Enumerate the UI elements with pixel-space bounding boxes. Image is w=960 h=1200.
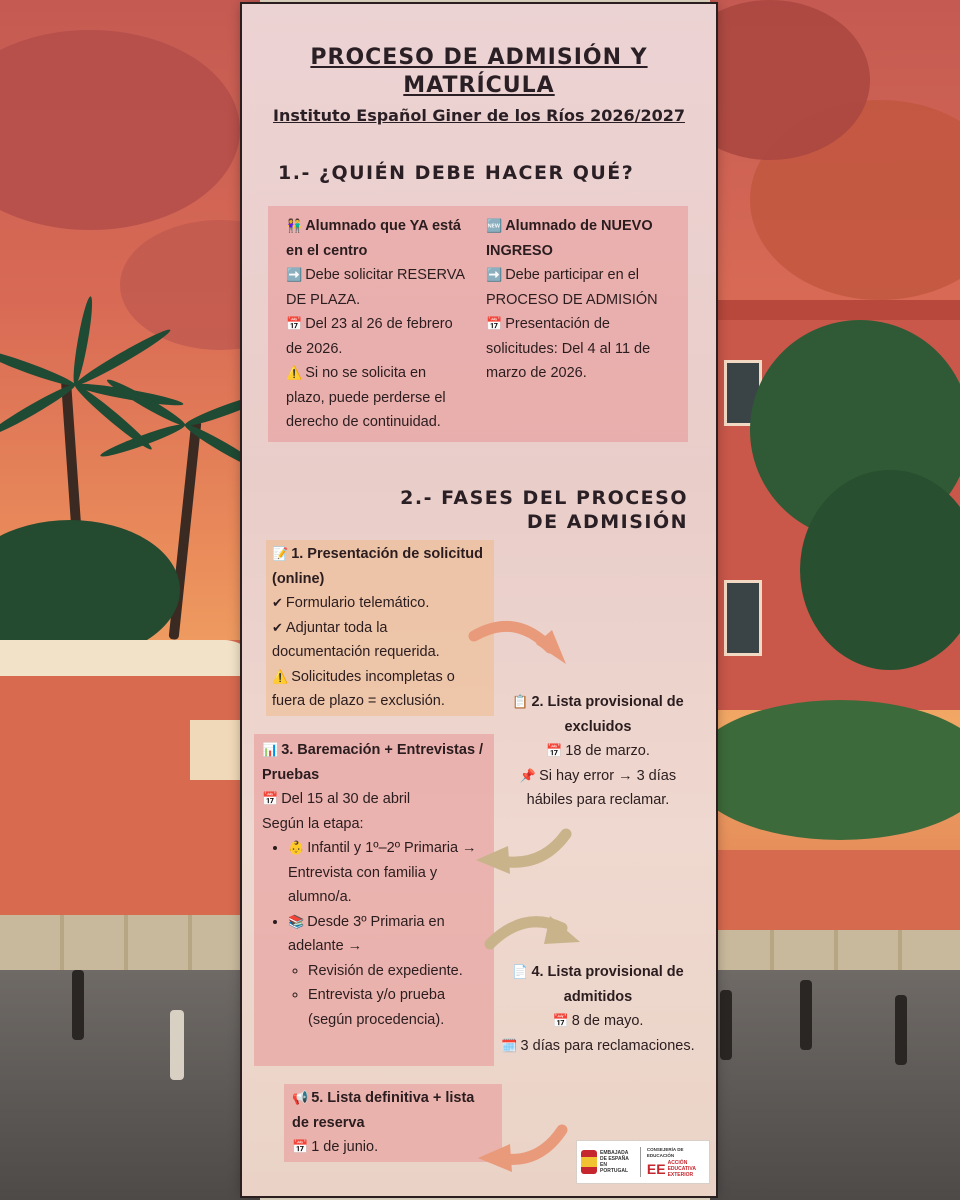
calendar-icon: 📅 bbox=[286, 316, 303, 331]
embassy-name: EMBAJADA DE ESPAÑA EN PORTUGAL bbox=[600, 1150, 629, 1174]
phase3-title: 3. Baremación + Entrevistas / Pruebas bbox=[262, 742, 484, 783]
new-students-title: Alumnado de NUEVO INGRESO bbox=[486, 218, 653, 259]
phase1-title: 1. Presentación de solicitud (online) bbox=[272, 546, 483, 587]
list-item: ◦ Revisión de expediente. bbox=[308, 959, 486, 984]
current-students-action: Debe solicitar RESERVA DE PLAZA. bbox=[286, 267, 465, 308]
section2-heading bbox=[400, 486, 688, 534]
institution-logos bbox=[576, 1140, 710, 1184]
clipboard-icon: 📋 bbox=[512, 694, 529, 709]
phase5-card bbox=[284, 1084, 502, 1162]
accion-name: ACCIÓN EDUCATIVA EXTERIOR bbox=[667, 1159, 696, 1178]
embassy-logo bbox=[581, 1150, 634, 1174]
calendar-icon: 📅 bbox=[486, 316, 503, 331]
calendar-icon: 🗓️ bbox=[501, 1037, 518, 1053]
header bbox=[242, 44, 716, 125]
chart-icon: 📊 bbox=[262, 742, 279, 757]
accion-educativa-icon: EE bbox=[646, 1160, 666, 1177]
background-left bbox=[0, 0, 260, 1200]
check-icon: ✔ bbox=[272, 595, 283, 610]
list-item bbox=[288, 910, 486, 1033]
arrow-right-icon: ➡️ bbox=[486, 267, 503, 282]
calendar-icon: 📅 bbox=[552, 1013, 569, 1028]
consejeria-name: CONSEJERÍA DE EDUCACIÓN bbox=[646, 1146, 684, 1158]
current-students-card bbox=[286, 214, 468, 435]
new-students-card bbox=[486, 214, 670, 386]
phase3-intro: Según la etapa: bbox=[262, 815, 364, 832]
page-subtitle: Instituto Español Giner de los Ríos 2026/2027 bbox=[273, 106, 685, 125]
section1-heading: 1.- ¿QUIÉN DEBE HACER QUÉ? bbox=[278, 162, 635, 184]
phase2-card bbox=[498, 690, 698, 813]
curved-arrow-icon bbox=[470, 822, 580, 880]
phase2-date: 18 de marzo. bbox=[565, 743, 650, 759]
arrow-right-icon: ➡️ bbox=[286, 267, 303, 282]
calendar-icon: 📅 bbox=[546, 743, 563, 758]
list-item: ◦ Entrevista y/o prueba (según procedencia). bbox=[308, 983, 486, 1032]
warning-icon: ⚠️ bbox=[272, 668, 289, 684]
phase3-sublist bbox=[288, 959, 486, 1033]
phase3-item2: Desde 3º Primaria en adelante → bbox=[288, 913, 445, 954]
students-icon: 👫 bbox=[286, 218, 303, 233]
phase4-title: 4. Lista provisional de admitidos bbox=[531, 964, 684, 1005]
phase2-note: Si hay error → 3 días hábiles para reclamar. bbox=[526, 767, 677, 808]
check-icon: ✔ bbox=[272, 619, 283, 635]
calendar-icon: 📅 bbox=[262, 791, 279, 806]
books-icon: 📚 bbox=[288, 913, 305, 929]
logo-divider bbox=[640, 1147, 641, 1177]
phase5-date: 1 de junio. bbox=[311, 1139, 379, 1155]
baby-icon: 👶 bbox=[288, 840, 305, 855]
phase3-card bbox=[254, 734, 494, 1066]
phase3-date: Del 15 al 30 de abril bbox=[281, 791, 411, 807]
new-students-date: Presentación de solicitudes: Del 4 al 11 de marzo de 2026. bbox=[486, 316, 651, 381]
phase4-date: 8 de mayo. bbox=[571, 1013, 644, 1029]
background-right bbox=[710, 0, 960, 1200]
current-students-title: Alumnado que YA está en el centro bbox=[286, 218, 461, 259]
list-item bbox=[288, 836, 486, 910]
infographic-panel bbox=[242, 4, 716, 1196]
phase3-item1: Infantil y 1º–2º Primaria → Entrevista con familia y alumno/a. bbox=[288, 840, 477, 905]
memo-icon: 📝 bbox=[272, 546, 289, 561]
megaphone-icon: 📢 bbox=[292, 1090, 309, 1105]
page-title: PROCESO DE ADMISIÓN Y MATRÍCULA bbox=[310, 45, 648, 98]
phase1-warning: Solicitudes incompletas o fuera de plazo = exclusión. bbox=[272, 668, 455, 709]
new-students-action: Debe participar en el PROCESO DE ADMISIÓN bbox=[486, 267, 658, 308]
current-students-warning: Si no se solicita en plazo, puede perderse el derecho de continuidad. bbox=[286, 365, 446, 430]
phase4-note: 3 días para reclamaciones. bbox=[520, 1037, 695, 1054]
new-icon: 🆕 bbox=[486, 218, 503, 233]
phase1-item1: Formulario telemático. bbox=[285, 595, 430, 611]
warning-icon: ⚠️ bbox=[286, 365, 303, 380]
phase4-card bbox=[498, 960, 698, 1058]
current-students-date: Del 23 al 26 de febrero de 2026. bbox=[286, 316, 453, 357]
calendar-icon: 📅 bbox=[292, 1139, 309, 1154]
phase3-list bbox=[262, 836, 486, 1032]
ministry-logo bbox=[647, 1147, 705, 1178]
curved-arrow-icon bbox=[474, 1120, 574, 1178]
section2-heading-line2: DE ADMISIÓN bbox=[526, 511, 688, 533]
phase1-card bbox=[266, 540, 494, 716]
phase5-title: 5. Lista definitiva + lista de reserva bbox=[292, 1090, 475, 1131]
curved-arrow-icon bbox=[466, 614, 576, 676]
section2-heading-line1: 2.- FASES DEL PROCESO bbox=[400, 487, 688, 509]
phase2-title: 2. Lista provisional de excluidos bbox=[531, 694, 684, 735]
pin-icon: 📌 bbox=[519, 767, 537, 783]
spain-crest-icon bbox=[581, 1150, 597, 1174]
phase1-item2: Adjuntar toda la documentación requerida. bbox=[272, 619, 440, 660]
document-icon: 📄 bbox=[512, 964, 529, 979]
curved-arrow-icon bbox=[480, 906, 590, 962]
